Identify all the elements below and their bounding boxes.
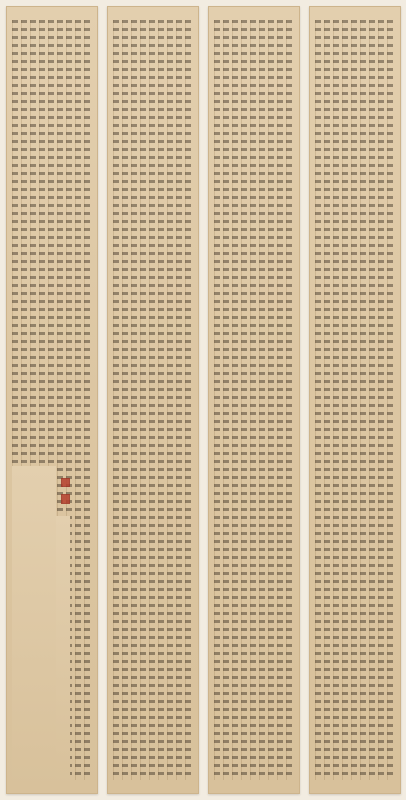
calligraphy-panel-2 <box>107 6 199 794</box>
calligraphy-text-columns <box>113 20 193 780</box>
blank-paper-area <box>12 466 56 786</box>
calligraphy-text-columns <box>214 20 294 780</box>
red-seal-stamp <box>61 478 70 487</box>
red-seal-stamp <box>61 494 70 504</box>
calligraphy-panel-4 <box>309 6 401 794</box>
calligraphy-text-columns <box>315 20 395 780</box>
calligraphy-panel-3 <box>208 6 300 794</box>
calligraphy-panel-1 <box>6 6 98 794</box>
blank-paper-area <box>56 516 70 786</box>
